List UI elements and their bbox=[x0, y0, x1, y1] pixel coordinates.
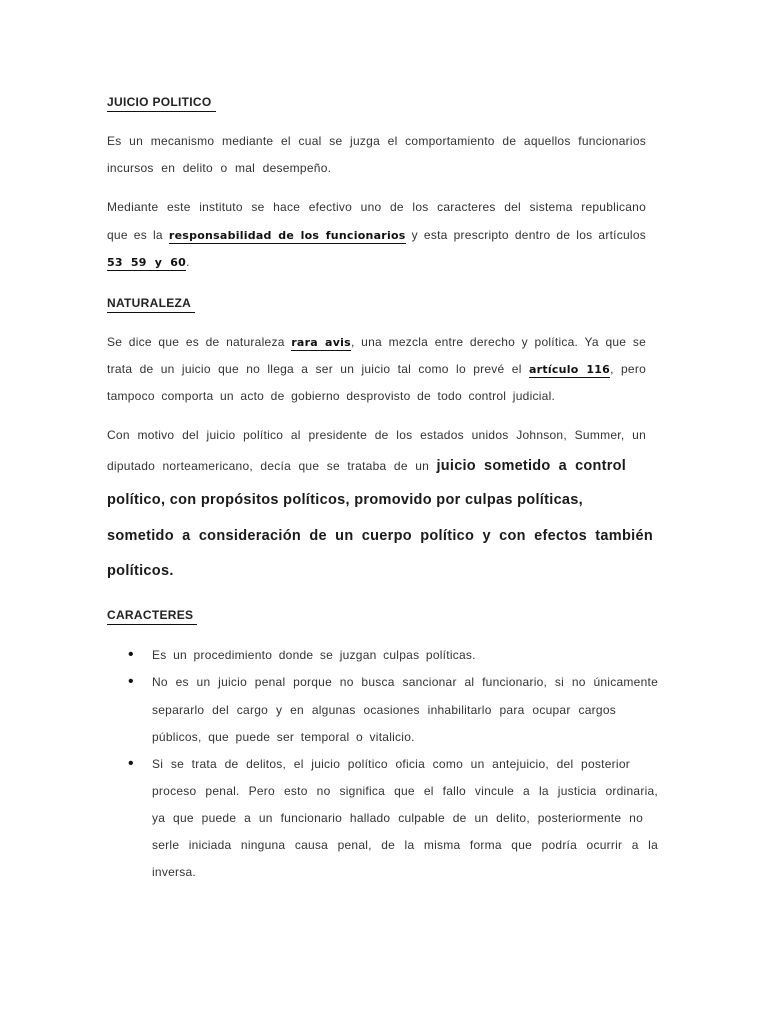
bullet-2-line-2: separarlo del cargo y en algunas ocasiones inhabilitarlo para ocupar cargos bbox=[152, 703, 616, 717]
emphasis-juicio-sometido: juicio sometido a control bbox=[436, 458, 626, 474]
paragraph-4-line-4: sometido a consideración de un cuerpo político y con efectos también bbox=[107, 528, 653, 544]
paragraph-1-line-1: Es un mecanismo mediante el cual se juzga el comportamiento de aquellos funcionarios bbox=[107, 134, 646, 148]
bullet-dot: • bbox=[128, 646, 134, 663]
emphasis-articulos: 53 59 y 60 bbox=[107, 256, 187, 269]
bullet-3-line-2: proceso penal. Pero esto no significa que el fallo vincule a la justicia ordinaria, bbox=[152, 784, 658, 798]
text-segment: diputado norteamericano, decía que se trataba de un bbox=[107, 459, 430, 473]
paragraph-3-line-3: tampoco comporta un acto de gobierno desprovisto de todo control judicial. bbox=[107, 389, 556, 403]
bullet-3-line-5: inversa. bbox=[152, 865, 197, 879]
paragraph-2-line-2 bbox=[107, 228, 646, 242]
bullet-3-line-3: ya que puede a un funcionario hallado culpable de un delito, posteriormente no bbox=[152, 811, 643, 825]
bullet-dot: • bbox=[128, 673, 134, 690]
paragraph-2-line-3 bbox=[107, 255, 190, 269]
bullet-2-line-1: No es un juicio penal porque no busca sancionar al funcionario, si no únicamente bbox=[152, 675, 658, 689]
paragraph-3-line-1 bbox=[107, 335, 646, 349]
bullet-1-line-1: Es un procedimiento donde se juzgan culpas políticas. bbox=[152, 648, 476, 662]
paragraph-1-line-2: incursos en delito o mal desempeño. bbox=[107, 161, 332, 175]
bullet-dot: • bbox=[128, 755, 134, 772]
emphasis-responsabilidad: responsabilidad de los funcionarios bbox=[168, 229, 406, 242]
text-segment: trata de un juicio que no llega a ser un juicio tal como lo prevé el bbox=[107, 362, 522, 376]
text-segment: que es la bbox=[107, 228, 163, 242]
paragraph-2-line-1: Mediante este instituto se hace efectivo uno de los caracteres del sistema republicano bbox=[107, 200, 646, 214]
heading-caracteres: CARACTERES bbox=[107, 608, 197, 625]
bullet-3-line-1: Si se trata de delitos, el juicio político oficia como un antejuicio, del posterior bbox=[152, 757, 630, 771]
heading-juicio-politico: JUICIO POLITICO bbox=[107, 95, 216, 112]
bullet-3-line-4: serle iniciada ninguna causa penal, de la misma forma que podría ocurrir a la bbox=[152, 838, 658, 852]
text-segment: . bbox=[186, 255, 190, 269]
text-segment: y esta prescripto dentro de los artículos bbox=[411, 228, 647, 242]
paragraph-4-line-1: Con motivo del juicio político al presidente de los estados unidos Johnson, Summer, un bbox=[107, 428, 646, 442]
paragraph-4-line-3: político, con propósitos políticos, promovido por culpas políticas, bbox=[107, 492, 583, 508]
paragraph-3-line-2 bbox=[107, 362, 646, 376]
paragraph-4-line-2 bbox=[107, 458, 626, 474]
emphasis-articulo-116: artículo 116 bbox=[528, 363, 611, 376]
text-segment: , pero bbox=[610, 362, 646, 376]
emphasis-rara-avis: rara avis bbox=[291, 336, 351, 349]
bullet-2-line-3: públicos, que puede ser temporal o vitalicio. bbox=[152, 730, 415, 744]
text-segment: Se dice que es de naturaleza bbox=[107, 335, 285, 349]
paragraph-4-line-5: políticos. bbox=[107, 563, 174, 579]
heading-naturaleza: NATURALEZA bbox=[107, 296, 195, 313]
text-segment: , una mezcla entre derecho y política. Ya que se bbox=[350, 335, 647, 349]
